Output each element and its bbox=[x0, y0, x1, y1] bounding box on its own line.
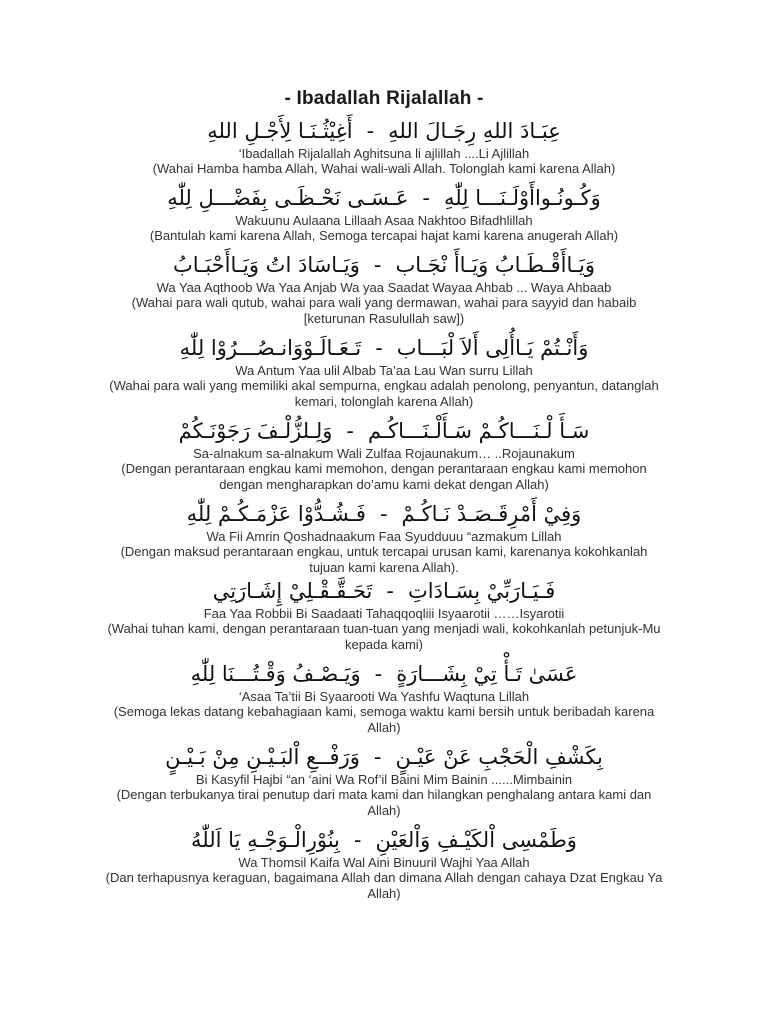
verse-separator: - bbox=[346, 419, 354, 443]
verse-translation: (Dan terhapusnya keraguan, bagaimana Allah dan dimana Allah dengan cahaya Dzat Engkau Ya Allah) bbox=[105, 870, 663, 901]
arabic-part-b: تَحَـقَّـقْـلِيْ إِشَـارَتِي bbox=[212, 579, 373, 603]
verse-transliteration: Wa Yaa Aqthoob Wa Yaa Anjab Wa yaa Saadat Wayaa Ahbab ... Waya Ahbaab bbox=[156, 280, 612, 295]
verse-2 bbox=[104, 183, 664, 244]
verse-transliteration: Wa Fii Amrin Qoshadnaakum Faa Syudduuu “azmakum Lillah bbox=[206, 529, 562, 544]
verse-transliteration: ‘Asaa Ta’tii Bi Syaarooti Wa Yashfu Waqtuna Lillah bbox=[238, 689, 530, 704]
verse-arabic bbox=[104, 576, 664, 606]
verse-9 bbox=[104, 742, 664, 819]
arabic-part-b: وَيَـصْـفُ وَقْـتُـــنَا لِلّٰهِ bbox=[190, 662, 361, 686]
verse-translation: (Wahai para wali qutub, wahai para wali yang dermawan, wahai para sayyid dan habaib [keturunan Rasulullah saw]) bbox=[131, 295, 637, 326]
arabic-part-a: سَـأَ لْـنَـــاكُـمْ سَـأَلْـنَـــاكُـم bbox=[367, 419, 590, 443]
verse-translation: (Dengan perantaraan engkau kami memohon, dengan perantaraan engkau kami memohon dengan mengharapkan do’amu kami dekat dengan Allah) bbox=[121, 461, 647, 492]
arabic-part-b: عَـسَـى نَحْـظَـى بِفَضْـــلِ لِلّٰهِ bbox=[167, 186, 409, 210]
verse-1 bbox=[104, 116, 664, 177]
verse-transliteration: Sa-alnakum sa-alnakum Wali Zulfaa Rojaunakum… ..Rojaunakum bbox=[193, 446, 575, 461]
verse-separator: - bbox=[375, 336, 383, 360]
verse-translation: (Dengan terbukanya tirai penutup dari mata kami dan hilangkan penghalang antara kami dan Allah) bbox=[116, 787, 652, 818]
arabic-part-b: فَـشُـدُّوْا عَزْمَـكُـمْ لِلّٰهِ bbox=[186, 502, 366, 526]
verse-transliteration: Bi Kasyfil Hajbi “an ‘aini Wa Rof’il Baini Mim Bainin ......Mimbainin bbox=[195, 772, 573, 787]
arabic-part-b: تَـعَـالَـوْوَانـصُـــرُوْا لِلّٰهِ bbox=[179, 336, 362, 360]
verse-translation: (Wahai Hamba hamba Allah, Wahai wali-wali Allah. Tolonglah kami karena Allah) bbox=[152, 161, 616, 176]
verse-separator: - bbox=[422, 186, 430, 210]
arabic-part-a: وَفِيْ أَمْرِقَـصَـدْ نَـاكُـمْ bbox=[401, 502, 582, 526]
verse-arabic bbox=[104, 825, 664, 855]
arabic-part-b: وَيَـاسَادَ اتُ وَيَـاأَحْبَـابُ bbox=[173, 253, 360, 277]
verse-separator: - bbox=[353, 828, 362, 852]
verse-8 bbox=[104, 659, 664, 736]
verse-separator: - bbox=[386, 579, 394, 603]
verse-separator: - bbox=[366, 119, 375, 143]
verse-transliteration: Wakuunu Aulaana Lillaah Asaa Nakhtoo Bifadhlillah bbox=[235, 213, 533, 228]
verse-4 bbox=[104, 333, 664, 410]
verse-arabic bbox=[104, 499, 664, 529]
arabic-part-a: عِبَـادَ اللهِ رِجَـالَ اللهِ bbox=[388, 119, 561, 143]
verse-separator: - bbox=[374, 662, 383, 686]
verse-3 bbox=[104, 250, 664, 327]
verse-6 bbox=[104, 499, 664, 576]
page-title: - Ibadallah Rijalallah - bbox=[284, 88, 484, 109]
verse-10 bbox=[104, 825, 664, 902]
verse-7 bbox=[104, 576, 664, 653]
arabic-part-a: عَسَىٰ تَـأْ تِيْ بِشَـــارَةٍ bbox=[396, 662, 578, 686]
verse-5 bbox=[104, 416, 664, 493]
arabic-part-a: وَكُـونُـواأَوْلَـنَـــا لِلّٰهِ bbox=[443, 186, 601, 210]
arabic-part-a: وَيَـاأَقْـطَـابُ وَيَـاأَ نْجَـاب bbox=[395, 253, 595, 277]
arabic-part-a: وَأَنْـتُمْ يَـاأُلِى أَلاَ لْبَـــاب bbox=[396, 336, 589, 360]
arabic-part-a: وَطَمْسِى اْلكَيْـفِ وَاْلعَيْنِ bbox=[375, 828, 577, 852]
verse-separator: - bbox=[373, 745, 382, 769]
verse-arabic bbox=[104, 659, 664, 689]
verse-transliteration: ‘Ibadallah Rijalallah Aghitsuna li ajlillah ....Li Ajlillah bbox=[238, 146, 530, 161]
arabic-part-b: وَلِـلزُّلْـفَ رَجَوْنَـكُمْ bbox=[178, 419, 333, 443]
arabic-part-b: وَرَفْــعِ اْلبَـيْـنِ مِنْ بَـيْـنٍ bbox=[165, 745, 360, 769]
verse-translation: (Semoga lekas datang kebahagiaan kami, semoga waktu kami bersih untuk beribadah karena Allah) bbox=[113, 704, 655, 735]
verse-translation: (Wahai tuhan kami, dengan perantaraan tuan-tuan yang menjadi wali, kokohkanlah petunjuk-Mu kepada kami) bbox=[107, 621, 661, 652]
arabic-part-b: أَغِيْثُـنَـا لِأَجْـلِ اللهِ bbox=[207, 119, 353, 143]
arabic-part-b: بِنُوْرِالْـوَجْـهِ يَا اَللّٰهُ bbox=[191, 828, 340, 852]
verse-transliteration: Faa Yaa Robbii Bi Saadaati Tahaqqoqliii Isyaarotii ……Isyarotii bbox=[203, 606, 565, 621]
verse-separator: - bbox=[373, 253, 382, 277]
verse-arabic bbox=[104, 333, 664, 363]
verse-arabic bbox=[104, 416, 664, 446]
verse-arabic bbox=[104, 116, 664, 146]
verse-translation: (Bantulah kami karena Allah, Semoga tercapai hajat kami karena anugerah Allah) bbox=[149, 228, 619, 243]
verse-translation: (Wahai para wali yang memiliki akal sempurna, engkau adalah penolong, penyantun, datanglah kemari, tolonglah karena Allah) bbox=[109, 378, 659, 409]
verse-transliteration: Wa Thomsil Kaifa Wal Aini Binuuril Wajhi Yaa Allah bbox=[238, 855, 530, 870]
verse-arabic bbox=[104, 742, 664, 772]
verse-separator: - bbox=[379, 502, 388, 526]
arabic-part-a: فَـيَـارَبِّيْ بِسَـادَاتِ bbox=[407, 579, 556, 603]
arabic-part-a: بِكَشْفِ الْحَجْبِ عَنْ عَيْـنٍ bbox=[395, 745, 603, 769]
verse-arabic bbox=[104, 250, 664, 280]
verse-transliteration: Wa Antum Yaa ulil Albab Ta’aa Lau Wan surru Lillah bbox=[235, 363, 533, 378]
verse-arabic bbox=[104, 183, 664, 213]
verse-translation: (Dengan maksud perantaraan engkau, untuk tercapai urusan kami, karenanya kokohkanlah tujuan kami karena Allah). bbox=[120, 544, 648, 575]
